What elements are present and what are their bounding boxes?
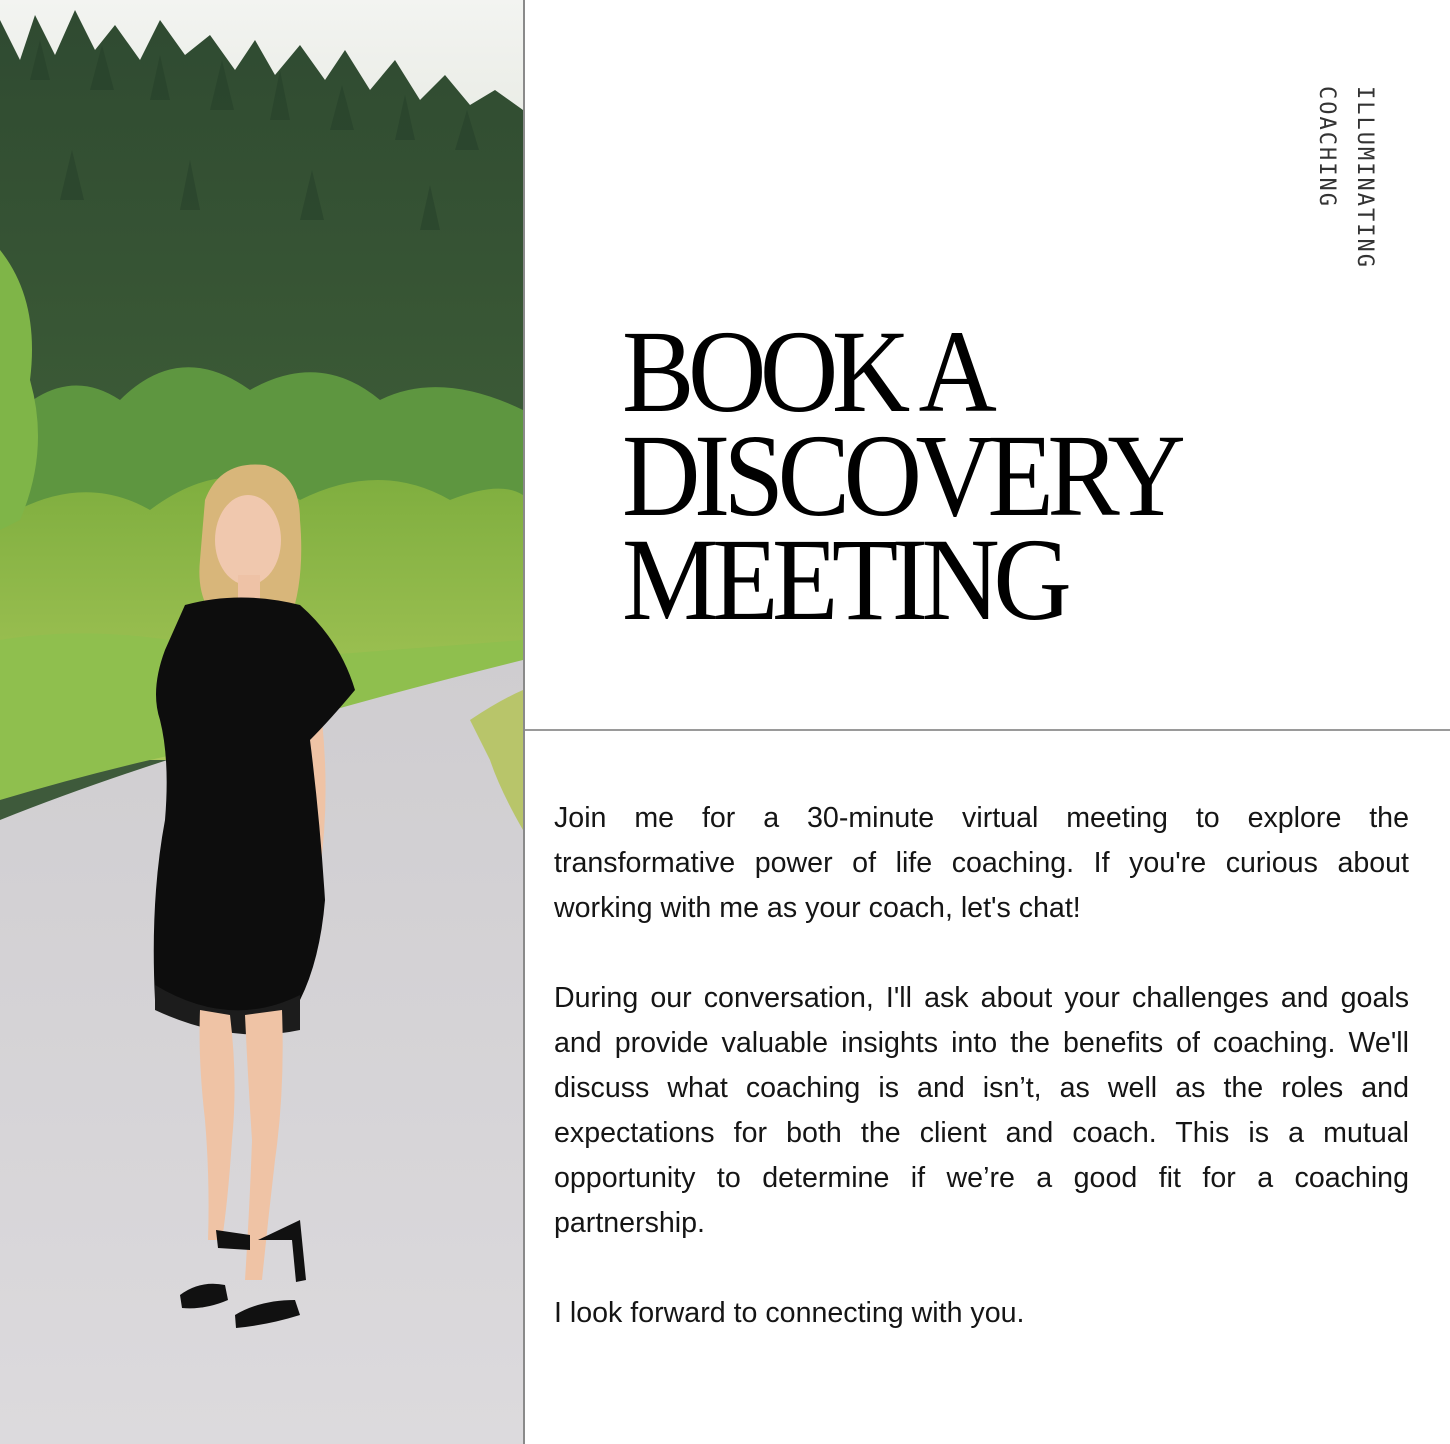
description-paragraph-2: During our conversation, I'll ask about your challenges and goals and provide valuable insights into the benefits of coaching. We'll discuss what coaching is and isn’t, as well as the roles and expectations for both the client and coach. This is a mutual opportunity to determine if we’re a good fit for a coaching partnership.: [554, 982, 1409, 1239]
description-paragraph-1: Join me for a 30-minute virtual meeting to explore the transformative power of life coaching. If you're curious about working with me as your coach, let's chat!: [554, 802, 1409, 924]
brand-line-2: COACHING: [1314, 86, 1339, 208]
coach-photo-illustration: [0, 0, 523, 1444]
brand-line-1: ILLUMINATING: [1352, 86, 1377, 269]
title-line-1: BOOK A: [622, 306, 991, 437]
brand-name: [1313, 86, 1383, 286]
horizontal-divider: [525, 729, 1450, 731]
description: [554, 796, 1409, 1336]
title-line-3: MEETING: [622, 514, 1066, 645]
vertical-divider: [523, 0, 525, 1444]
page-title: [622, 306, 1284, 645]
title-line-2: DISCOVERY: [622, 410, 1180, 541]
coach-photo: [0, 0, 523, 1444]
description-paragraph-3: I look forward to connecting with you.: [554, 1297, 1025, 1329]
